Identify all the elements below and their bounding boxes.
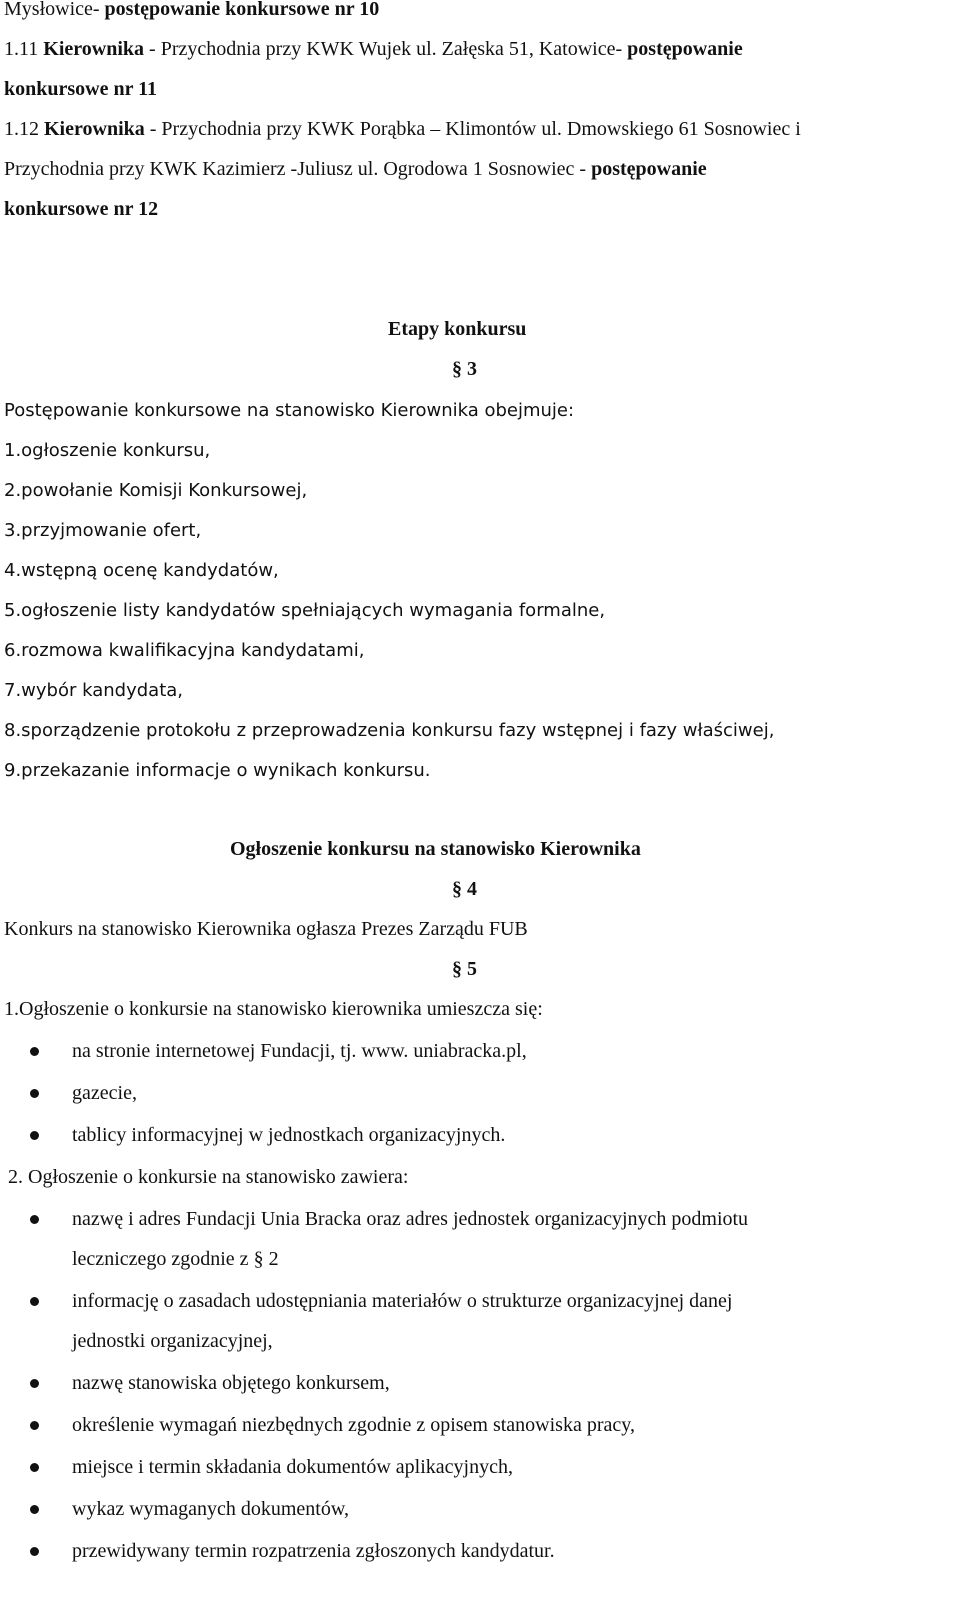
bullet-icon xyxy=(30,1215,39,1224)
header-line-4 xyxy=(4,118,801,141)
list-item: 6.rozmowa kwalifikacyjna kandydatami, xyxy=(4,640,365,661)
bullet-icon xyxy=(30,1089,39,1098)
section-5-paragraph-mark: § 5 xyxy=(452,958,477,980)
bullet-icon xyxy=(30,1047,39,1056)
header-bold-text: postępowanie xyxy=(591,158,707,180)
list-item: 7.wybór kandydata, xyxy=(4,680,183,701)
header-text: Przychodnia przy KWK Kazimierz -Juliusz ul. Ogrodowa 1 Sosnowiec - xyxy=(4,158,592,180)
header-bold-text: postępowanie xyxy=(627,38,743,60)
list-item: miejsce i termin składania dokumentów aplikacyjnych, xyxy=(72,1456,513,1478)
list-item: nazwę stanowiska objętego konkursem, xyxy=(72,1372,390,1394)
header-bold-text: konkursowe nr 12 xyxy=(4,198,159,220)
bullet-icon xyxy=(30,1505,39,1514)
list-item: przewidywany termin rozpatrzenia zgłoszonych kandydatur. xyxy=(72,1540,555,1562)
header-line-1 xyxy=(4,0,379,21)
section-3-intro: Postępowanie konkursowe na stanowisko Kierownika obejmuje: xyxy=(4,400,575,421)
header-line-2 xyxy=(4,38,743,61)
list-item-continuation: leczniczego zgodnie z § 2 xyxy=(72,1248,279,1270)
list-item: informację o zasadach udostępniania materiałów o strukturze organizacyjnej danej xyxy=(72,1290,733,1312)
bullet-icon xyxy=(30,1297,39,1306)
list-item: gazecie, xyxy=(72,1082,137,1104)
bullet-icon xyxy=(30,1421,39,1430)
list-item: 2.powołanie Komisji Konkursowej, xyxy=(4,480,308,501)
bullet-icon xyxy=(30,1463,39,1472)
list-item: 5.ogłoszenie listy kandydatów spełniających wymagania formalne, xyxy=(4,600,606,621)
header-number: 1.11 xyxy=(4,38,44,60)
list-item: 1.ogłoszenie konkursu, xyxy=(4,440,211,461)
list-item-continuation: jednostki organizacyjnej, xyxy=(72,1330,273,1352)
section-5-point-1: 1.Ogłoszenie o konkursie na stanowisko kierownika umieszcza się: xyxy=(4,998,543,1020)
bullet-icon xyxy=(30,1379,39,1388)
header-bold-text: Kierownika xyxy=(44,118,145,140)
list-item: nazwę i adres Fundacji Unia Bracka oraz adres jednostek organizacyjnych podmiotu xyxy=(72,1208,749,1230)
header-line-6 xyxy=(4,198,158,221)
bullet-icon xyxy=(30,1131,39,1140)
section-3-title: Etapy konkursu xyxy=(388,318,527,340)
list-item: 4.wstępną ocenę kandydatów, xyxy=(4,560,279,581)
header-line-3 xyxy=(4,78,157,101)
list-item: 3.przyjmowanie ofert, xyxy=(4,520,202,541)
list-item: 9.przekazanie informacje o wynikach konkursu. xyxy=(4,760,431,781)
section-4-text: Konkurs na stanowisko Kierownika ogłasza Prezes Zarządu FUB xyxy=(4,918,528,940)
list-item: tablicy informacyjnej w jednostkach organizacyjnych. xyxy=(72,1124,506,1146)
list-item: 8.sporządzenie protokołu z przeprowadzenia konkursu fazy wstępnej i fazy właściwej, xyxy=(4,720,775,741)
section-5-point-2: 2. Ogłoszenie o konkursie na stanowisko zawiera: xyxy=(8,1166,409,1188)
bullet-icon xyxy=(30,1547,39,1556)
header-number: 1.12 xyxy=(4,118,44,140)
section-4-paragraph-mark: § 4 xyxy=(452,878,477,900)
header-text: - Przychodnia przy KWK Wujek ul. Załęska 51, Katowice- xyxy=(144,38,628,60)
list-item: na stronie internetowej Fundacji, tj. www. uniabracka.pl, xyxy=(72,1040,527,1062)
section-4-title: Ogłoszenie konkursu na stanowisko Kierownika xyxy=(230,838,641,860)
header-text: Mysłowice- xyxy=(4,0,105,20)
header-text: - Przychodnia przy KWK Porąbka – Klimontów ul. Dmowskiego 61 Sosnowiec i xyxy=(144,118,801,140)
list-item: wykaz wymaganych dokumentów, xyxy=(72,1498,349,1520)
header-bold-text: Kierownika xyxy=(43,38,145,60)
header-bold-text: postępowanie konkursowe nr 10 xyxy=(104,0,380,20)
header-line-5 xyxy=(4,158,707,181)
header-bold-text: konkursowe nr 11 xyxy=(4,78,158,100)
list-item: określenie wymagań niezbędnych zgodnie z opisem stanowiska pracy, xyxy=(72,1414,635,1436)
section-3-paragraph-mark: § 3 xyxy=(452,358,477,380)
